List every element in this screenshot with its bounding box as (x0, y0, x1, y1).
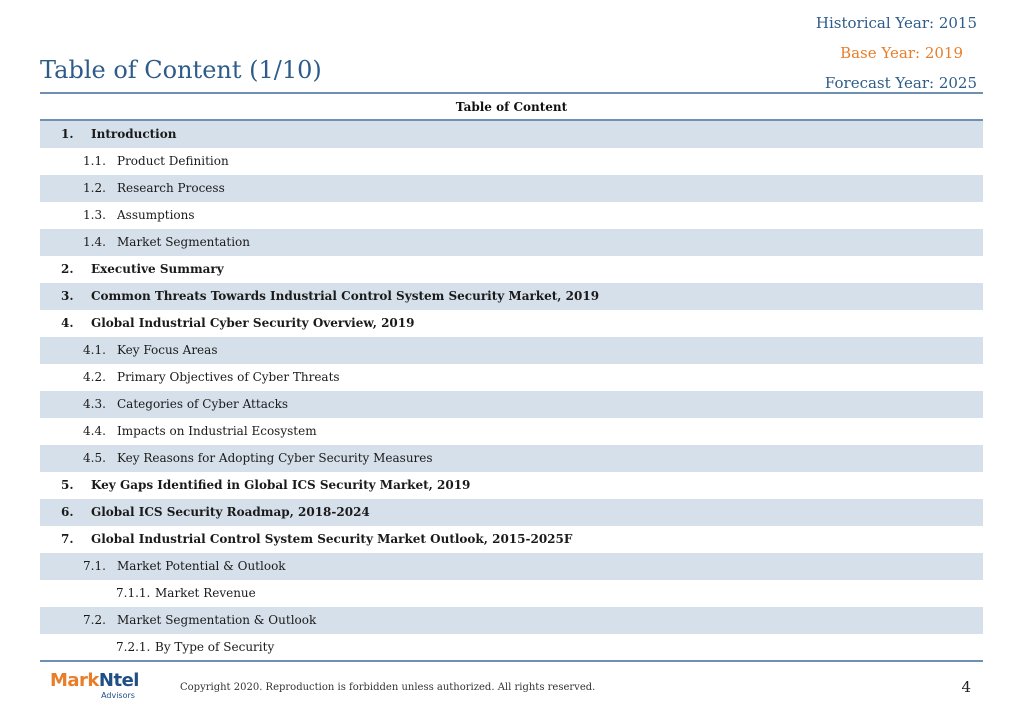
year-info (816, 8, 977, 98)
toc-entry-title: Product Definition (117, 154, 229, 168)
logo-subtitle: Advisors (101, 691, 135, 700)
toc-entry-title: Assumptions (117, 208, 195, 222)
table-of-content (40, 95, 983, 661)
historical-year: Historical Year: 2015 (815, 14, 977, 32)
toc-entry-number: 7.2. (83, 613, 106, 627)
toc-entry-number: 4.4. (83, 424, 106, 438)
toc-entry (40, 526, 983, 553)
toc-entry-number: 1.3. (83, 208, 106, 222)
toc-entry (40, 445, 983, 472)
toc-entry-number: 3. (61, 289, 74, 303)
base-year: Base Year: 2019 (840, 44, 963, 62)
toc-entry-title: Executive Summary (91, 262, 224, 276)
toc-entry (40, 364, 983, 391)
toc-entry (40, 607, 983, 634)
toc-entry-title: Market Revenue (155, 586, 256, 600)
toc-entry (40, 148, 983, 175)
logo-wordmark (50, 672, 139, 690)
toc-entry-number: 5. (61, 478, 74, 492)
toc-entry-number: 1.2. (83, 181, 106, 195)
toc-entry-title: Market Segmentation & Outlook (117, 613, 317, 627)
toc-entry (40, 121, 983, 148)
toc-entry-title: Introduction (91, 127, 177, 141)
toc-entry (40, 553, 983, 580)
toc-entry-number: 6. (61, 505, 74, 519)
toc-entry (40, 283, 983, 310)
logo-mark-text: Mark (50, 670, 99, 691)
toc-entry-number: 4.3. (83, 397, 106, 411)
toc-heading: Table of Content (40, 95, 983, 121)
forecast-year: Forecast Year: 2025 (824, 74, 977, 92)
toc-entry (40, 391, 983, 418)
toc-entry-title: Key Gaps Identified in Global ICS Security Market, 2019 (91, 478, 471, 492)
toc-entry-number: 1. (61, 127, 74, 141)
toc-entry-title: Market Segmentation (117, 235, 250, 249)
toc-entry (40, 634, 983, 661)
toc-entry-title: Impacts on Industrial Ecosystem (117, 424, 317, 438)
page-title: Table of Content (1/10) (40, 56, 322, 84)
toc-entry-number: 7. (61, 532, 74, 546)
toc-entry-number: 1.4. (83, 235, 106, 249)
toc-entry-title: Global Industrial Cyber Security Overview, 2019 (91, 316, 415, 330)
toc-entry-number: 7.1. (83, 559, 106, 573)
toc-entry-title: Common Threats Towards Industrial Control System Security Market, 2019 (91, 289, 600, 303)
toc-entry (40, 472, 983, 499)
toc-entry (40, 310, 983, 337)
toc-entry-title: Global Industrial Control System Security Market Outlook, 2015-2025F (91, 532, 573, 546)
toc-entry (40, 418, 983, 445)
toc-entry-number: 4.5. (83, 451, 106, 465)
toc-rows (40, 121, 983, 661)
toc-entry-title: Market Potential & Outlook (117, 559, 286, 573)
toc-entry (40, 337, 983, 364)
toc-entry-title: Categories of Cyber Attacks (117, 397, 288, 411)
marknetel-logo (50, 672, 139, 700)
bottom-divider (40, 660, 983, 662)
toc-entry (40, 580, 983, 607)
toc-entry-number: 2. (61, 262, 74, 276)
toc-entry-number: 4. (61, 316, 74, 330)
logo-ntel-text: Ntel (98, 670, 139, 691)
toc-entry (40, 175, 983, 202)
top-divider (40, 92, 983, 94)
copyright-notice: Copyright 2020. Reproduction is forbidden unless authorized. All rights reserved. (180, 682, 596, 693)
toc-entry (40, 499, 983, 526)
toc-entry (40, 256, 983, 283)
toc-entry-number: 4.1. (83, 343, 106, 357)
toc-entry-title: Key Focus Areas (117, 343, 218, 357)
toc-entry-title: Key Reasons for Adopting Cyber Security Measures (117, 451, 433, 465)
toc-entry-title: Global ICS Security Roadmap, 2018-2024 (91, 505, 370, 519)
toc-entry-number: 4.2. (83, 370, 106, 384)
toc-entry-number: 1.1. (83, 154, 106, 168)
toc-entry-number: 7.2.1. (116, 640, 151, 654)
toc-entry-number: 7.1.1. (116, 586, 151, 600)
toc-entry (40, 202, 983, 229)
toc-entry-title: Primary Objectives of Cyber Threats (117, 370, 340, 384)
toc-entry-title: Research Process (117, 181, 225, 195)
toc-entry-title: By Type of Security (155, 640, 275, 654)
page-number: 4 (961, 678, 971, 696)
toc-entry (40, 229, 983, 256)
